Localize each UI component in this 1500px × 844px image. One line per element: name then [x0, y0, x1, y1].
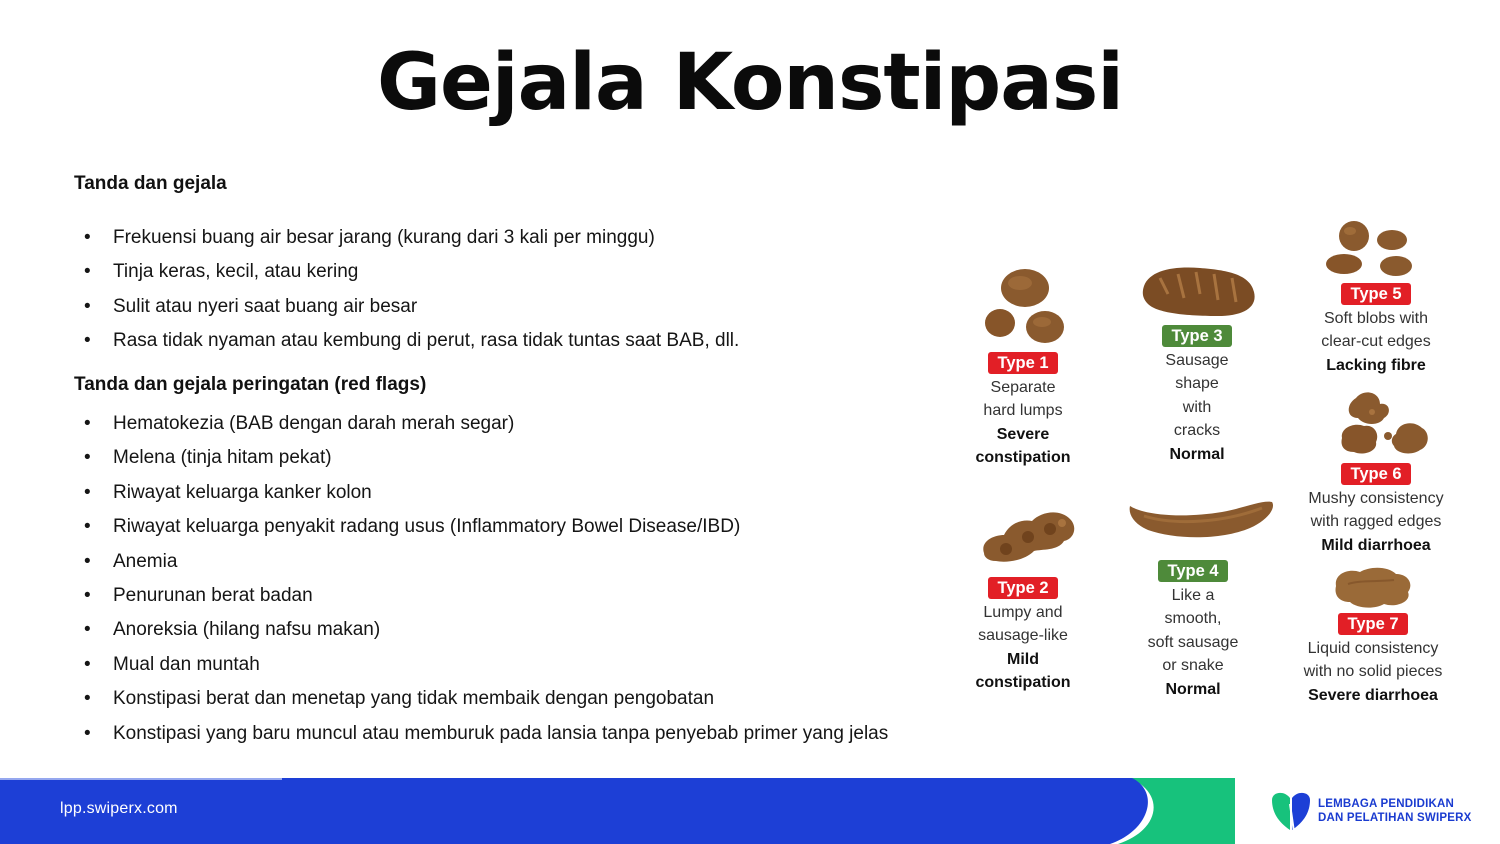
type2-badge: Type 2 — [988, 577, 1057, 599]
list-item: • Frekuensi buang air besar jarang (kurang dari 3 kali per minggu) — [84, 221, 739, 255]
type7-desc-line: with no solid pieces — [1303, 663, 1443, 680]
type4-desc-line: soft sausage — [1147, 633, 1239, 651]
list-item: • Sulit atau nyeri saat buang air besar — [84, 290, 739, 324]
type1-verdict: Severe — [996, 425, 1050, 443]
type2-card — [953, 577, 1093, 695]
list-item: • Mual dan muntah — [84, 648, 888, 682]
type5-verdict: Lacking fibre — [1326, 356, 1426, 374]
type2-verdict: Mild — [1007, 650, 1039, 668]
list-item: • Konstipasi berat dan menetap yang tidak membaik dengan pengobatan — [84, 682, 888, 716]
list-item: • Rasa tidak nyaman atau kembung di perut, rasa tidak tuntas saat BAB, dll. — [84, 324, 739, 358]
type4-desc-line: Like a — [1171, 586, 1215, 604]
type3-desc-line: cracks — [1173, 422, 1221, 439]
list-item: • Penurunan berat badan — [84, 579, 888, 613]
type2-desc-line: sausage-like — [978, 627, 1068, 644]
type3-card — [1127, 325, 1267, 466]
footer-url-link[interactable]: lpp.swiperx.com — [60, 800, 178, 817]
type7-desc-line: Liquid consistency — [1307, 639, 1439, 657]
section-heading-symptoms: Tanda dan gejala — [74, 173, 227, 194]
list-item: • Tinja keras, kecil, atau kering — [84, 255, 739, 289]
type3-desc-line: with — [1182, 398, 1212, 416]
type3-verdict: Normal — [1169, 445, 1225, 463]
type3-desc-line: Sausage — [1165, 351, 1229, 369]
type4-desc-line: or snake — [1162, 657, 1224, 674]
type1-badge: Type 1 — [988, 352, 1057, 374]
red-flags-list — [84, 407, 888, 751]
type5-card — [1296, 283, 1456, 377]
type1-illustration — [978, 266, 1073, 348]
type7-badge: Type 7 — [1338, 613, 1407, 635]
swiperx-logo-icon — [1268, 790, 1314, 834]
type5-desc-line: clear-cut edges — [1321, 333, 1431, 350]
list-item: • Konstipasi yang baru muncul atau memburuk pada lansia tanpa penyebab primer yang jelas — [84, 717, 888, 751]
list-item: • Hematokezia (BAB dengan darah merah segar) — [84, 407, 888, 441]
type1-verdict: constipation — [975, 449, 1071, 466]
type6-card — [1296, 463, 1456, 557]
type1-desc-line: hard lumps — [983, 402, 1063, 419]
type6-desc-line: with ragged edges — [1310, 513, 1442, 530]
swiperx-logo-text — [1318, 797, 1472, 825]
type4-verdict: Normal — [1165, 680, 1221, 698]
type6-desc-line: Mushy consistency — [1308, 489, 1444, 507]
type5-desc-line: Soft blobs with — [1323, 309, 1429, 327]
logo-line: DAN PELATIHAN SWIPERX — [1318, 812, 1472, 824]
type4-badge: Type 4 — [1158, 560, 1227, 582]
type3-illustration — [1138, 264, 1260, 322]
type7-card — [1293, 613, 1453, 707]
type5-badge: Type 5 — [1341, 283, 1410, 305]
list-item: • Riwayat keluarga penyakit radang usus (Inflammatory Bowel Disease/IBD) — [84, 510, 888, 544]
type6-verdict: Mild diarrhoea — [1321, 536, 1431, 554]
type3-desc-line: shape — [1175, 375, 1219, 392]
logo-line: LEMBAGA PENDIDIKAN — [1318, 798, 1455, 810]
list-item: • Anoreksia (hilang nafsu makan) — [84, 613, 888, 647]
type5-illustration — [1320, 216, 1424, 278]
type4-card — [1123, 560, 1263, 701]
type7-illustration — [1330, 564, 1416, 610]
type4-desc-line: smooth, — [1164, 610, 1222, 627]
type2-verdict: constipation — [975, 674, 1071, 691]
type2-desc-line: Lumpy and — [983, 603, 1063, 621]
type6-badge: Type 6 — [1341, 463, 1410, 485]
section-heading-red-flags: Tanda dan gejala peringatan (red flags) — [74, 374, 427, 395]
symptoms-list — [84, 221, 739, 358]
list-item: • Anemia — [84, 545, 888, 579]
type4-illustration — [1126, 494, 1276, 544]
type2-illustration — [976, 505, 1078, 567]
page-title: Gejala Konstipasi — [376, 38, 1124, 128]
type1-card — [953, 352, 1093, 470]
type3-badge: Type 3 — [1162, 325, 1231, 347]
list-item: • Melena (tinja hitam pekat) — [84, 441, 888, 475]
type7-verdict: Severe diarrhoea — [1308, 686, 1438, 704]
list-item: • Riwayat keluarga kanker kolon — [84, 476, 888, 510]
type1-desc-line: Separate — [990, 378, 1056, 396]
type6-illustration — [1334, 388, 1434, 460]
